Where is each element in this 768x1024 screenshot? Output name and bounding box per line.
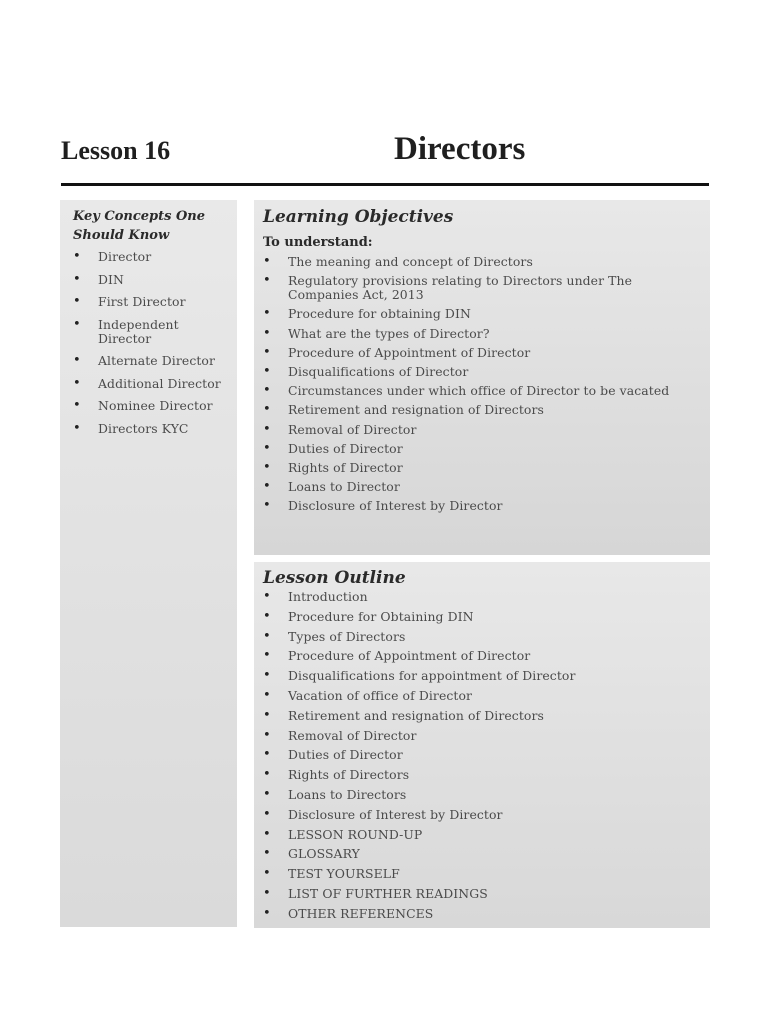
key-concept-item: • First Director	[73, 295, 227, 309]
objective-item: • Loans to Director	[263, 480, 700, 494]
key-concept-item: • Director	[73, 250, 227, 264]
objective-item: • Duties of Director	[263, 442, 700, 456]
outline-item: • Introduction	[263, 590, 700, 604]
key-concepts-list	[73, 250, 227, 436]
objective-item: • Procedure for obtaining DIN	[263, 307, 700, 321]
objective-item: • Disqualifications of Director	[263, 365, 700, 379]
outline-item: • LESSON ROUND-UP	[263, 828, 700, 842]
key-concept-item: • Directors KYC	[73, 422, 227, 436]
learning-objectives-panel	[254, 200, 710, 555]
lesson-outline-panel	[254, 562, 710, 928]
lesson-outline-list	[263, 590, 700, 921]
page-title: Directors	[394, 131, 526, 167]
outline-item: • Vacation of office of Director	[263, 689, 700, 703]
key-concept-item: • DIN	[73, 273, 227, 287]
lesson-number: Lesson 16	[61, 136, 171, 165]
outline-item: • Loans to Directors	[263, 788, 700, 802]
learning-objectives-list	[263, 255, 700, 513]
objective-item: • Disclosure of Interest by Director	[263, 499, 700, 513]
objective-item: • Rights of Director	[263, 461, 700, 475]
outline-item: • LIST OF FURTHER READINGS	[263, 887, 700, 901]
key-concept-item: • Independent Director	[73, 318, 227, 346]
outline-item: • Removal of Director	[263, 729, 700, 743]
outline-item: • GLOSSARY	[263, 847, 700, 861]
outline-item: • Duties of Director	[263, 748, 700, 762]
key-concept-item: • Additional Director	[73, 377, 227, 391]
objective-item: • Retirement and resignation of Directors	[263, 403, 700, 417]
outline-item: • Procedure of Appointment of Director	[263, 649, 700, 663]
lesson-outline-heading: Lesson Outline	[263, 568, 406, 588]
outline-item: • Types of Directors	[263, 630, 700, 644]
objective-item: • The meaning and concept of Directors	[263, 255, 700, 269]
objective-item: • Circumstances under which office of Director to be vacated	[263, 384, 700, 398]
outline-item: • Rights of Directors	[263, 768, 700, 782]
learning-objectives-heading: Learning Objectives	[263, 207, 454, 227]
outline-item: • Disclosure of Interest by Director	[263, 808, 700, 822]
outline-item: • TEST YOURSELF	[263, 867, 700, 881]
outline-item: • Procedure for Obtaining DIN	[263, 610, 700, 624]
key-concepts-panel	[60, 200, 237, 927]
objective-item: • Regulatory provisions relating to Directors under The Companies Act, 2013	[263, 274, 700, 302]
title-divider	[61, 183, 709, 186]
objective-item: • What are the types of Director?	[263, 327, 700, 341]
outline-item: • Disqualifications for appointment of Director	[263, 669, 700, 683]
objectives-subheading: To understand:	[263, 235, 373, 250]
key-concept-item: • Alternate Director	[73, 354, 227, 368]
key-concept-item: • Nominee Director	[73, 399, 227, 413]
outline-item: • OTHER REFERENCES	[263, 907, 700, 921]
objective-item: • Procedure of Appointment of Director	[263, 346, 700, 360]
objective-item: • Removal of Director	[263, 423, 700, 437]
key-concepts-heading: Key Concepts One Should Know	[73, 209, 206, 243]
outline-item: • Retirement and resignation of Directors	[263, 709, 700, 723]
